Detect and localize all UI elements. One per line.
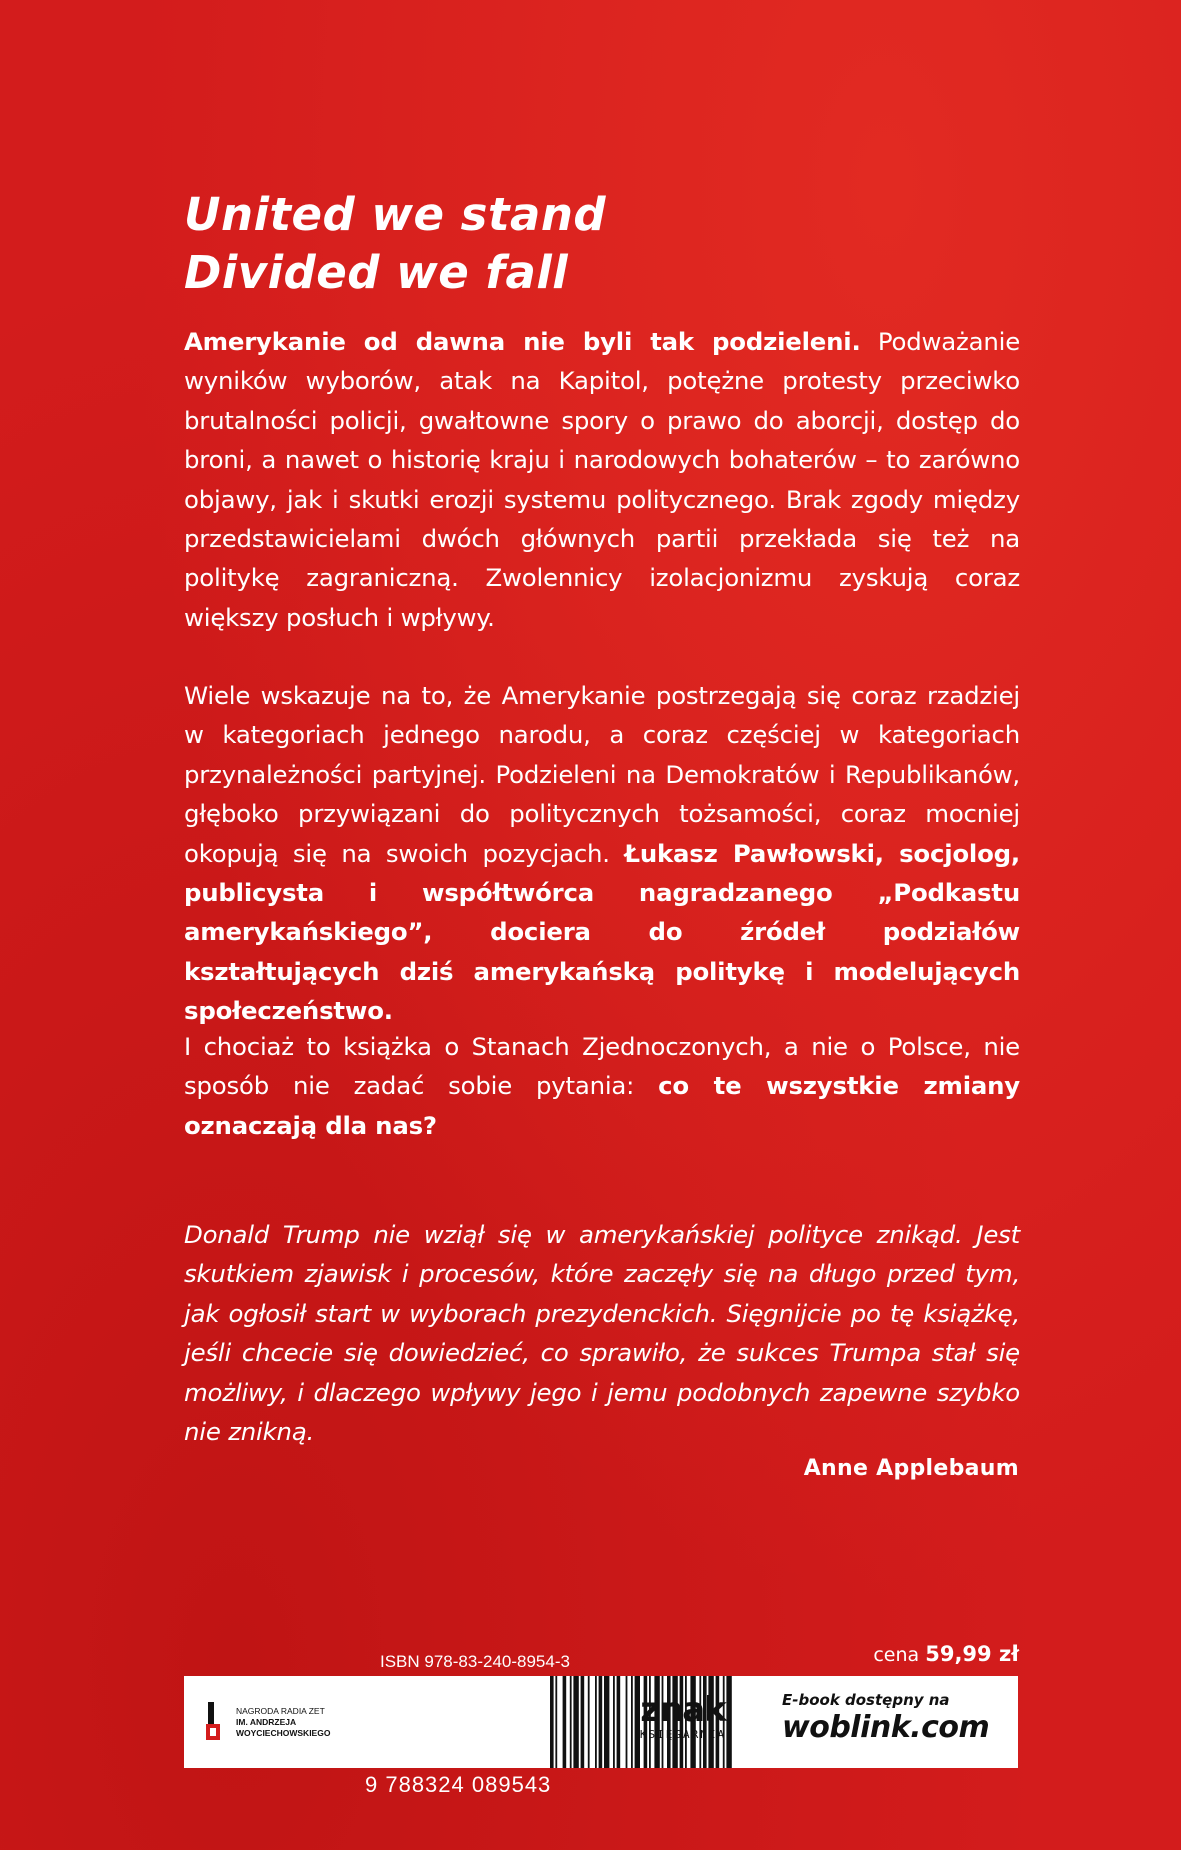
paragraph-3 [184, 1027, 1020, 1145]
price-amount: 59,99 zł [925, 1642, 1019, 1666]
barcode-bar [555, 1676, 557, 1768]
paragraph-2-author-note: Łukasz Pawłowski, socjolog, publicysta i współtwórca nagradzanego „Podkastu amerykańskiego”, dociera do źródeł podziałów kształtujących dziś amerykańską politykę i modelujących społeczeństwo. [184, 838, 1020, 1026]
paragraph-2 [184, 676, 1020, 1031]
barcode-bar [613, 1676, 615, 1768]
paragraph-2-text: Wiele wskazuje na to, że Amerykanie postrzegają się coraz rzadziej w kategoriach jednego narodu, a coraz częściej w kategoriach przynależności partyjnej. Podzieleni na Demokratów i Republikanów, głęboko przywiązani do politycznych tożsamości, coraz mocniej okopują się na swoich pozycjach. [184, 681, 1020, 868]
znak-logo [628, 1692, 738, 1742]
barcode-bar [604, 1676, 609, 1768]
woblink-logo: woblink.com [782, 1710, 990, 1745]
price-label [873, 1642, 1019, 1666]
award-line-1: NAGRODA RADIA ZET [236, 1706, 325, 1716]
paragraph-1 [184, 322, 1020, 637]
barcode-bar [581, 1676, 585, 1768]
ean-digits: 9 788324 089543 [365, 1772, 552, 1797]
barcode-bar [599, 1676, 603, 1768]
barcode-bar [617, 1676, 621, 1768]
blurb-author: Anne Applebaum [803, 1456, 1019, 1481]
paragraph-3-text: I chociaż to książka o Stanach Zjednoczonych, a nie o Polsce, nie sposób nie zadać sobie pytania: [184, 1032, 1020, 1101]
ebook-caption: E-book dostępny na [782, 1691, 950, 1709]
price-caption: cena [873, 1644, 920, 1666]
heading-line-2: Divided we fall [184, 246, 569, 299]
paragraph-3-question: co te wszystkie zmiany oznaczają dla nas? [184, 1071, 1020, 1140]
paragraph-1-text: Podważanie wyników wyborów, atak na Kapitol, potężne protesty przeciwko brutalności policji, gwałtowne spory o prawo do aborcji, dostęp do broni, a nawet o historię kraju i narodowych bohaterów – to zarówno objawy, jak i skutki erozji systemu politycznego. Brak zgody między przedstawicielami dwóch głównych partii przekłada się też na politykę zagraniczną. Zwolennicy izolacjonizmu zyskują coraz większy posłuch i wpływy. [184, 327, 1020, 632]
barcode-bar [563, 1676, 567, 1768]
award-line-3: WOYCIECHOWSKIEGO [236, 1728, 331, 1738]
heading-line-1: United we stand [184, 188, 607, 241]
barcode-bar [570, 1676, 572, 1768]
barcode-bar [573, 1676, 578, 1768]
barcode-bar [550, 1676, 554, 1768]
barcode-bar [588, 1676, 590, 1768]
award-line-2: IM. ANDRZEJA [236, 1717, 297, 1727]
cover-heading [184, 186, 984, 302]
blurb-quote: Donald Trump nie wziął się w amerykańskiej polityce znikąd. Jest skutkiem zjawisk i procesów, które zaczęły się na długo przed tym, jak ogłosił start w wyborach prezydenckich. Sięgnijcie po tę książkę, jeśli chcecie się dowiedzieć, co sprawiło, że sukces Trumpa stał się możliwy, i dlaczego wpływy jego i jemu podobnych zapewne szybko nie znikną. [184, 1220, 1020, 1447]
paragraph-1-lead: Amerykanie od dawna nie byli tak podzieleni. [184, 327, 861, 356]
barcode-bar [595, 1676, 597, 1768]
znak-subtitle: KSIĘGARNIA [639, 1728, 727, 1741]
ebook-notice [782, 1690, 1006, 1746]
isbn-text: ISBN 978-83-240-8954-3 [380, 1652, 570, 1671]
znak-name: znak [640, 1690, 726, 1730]
